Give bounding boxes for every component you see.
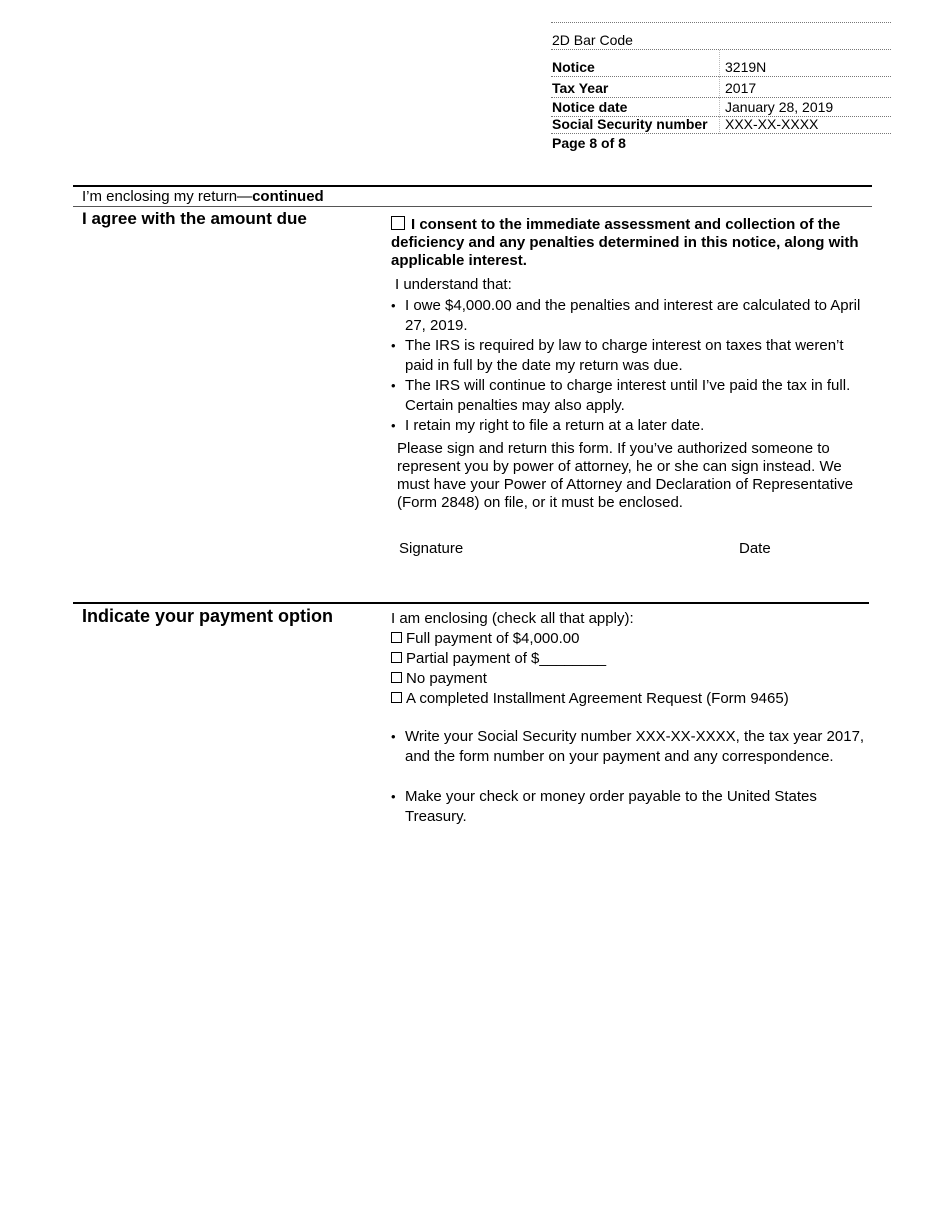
continued-divider — [73, 206, 872, 207]
checkbox[interactable] — [391, 672, 402, 683]
bullet-text: Make your check or money order payable to the United States Treasury. — [405, 788, 817, 825]
checkbox[interactable] — [391, 632, 402, 643]
date-field[interactable]: Date — [739, 540, 771, 557]
notice-label: Notice — [552, 59, 595, 75]
option-full-payment[interactable] — [391, 629, 579, 649]
bullet-icon: • — [391, 789, 396, 804]
option-partial-payment[interactable] — [391, 649, 606, 669]
barcode-label: 2D Bar Code — [552, 32, 633, 48]
notice-row — [551, 50, 891, 77]
consent-checkbox-text[interactable] — [391, 216, 866, 270]
top-divider — [73, 185, 872, 187]
option-label: Full payment of $4,000.00 — [406, 630, 580, 647]
option-label: A completed Installment Agreement Request (Form 9465) — [406, 690, 789, 707]
payment-intro: I am enclosing (check all that apply): — [391, 610, 634, 627]
bullet-text: Write your Social Security number XXX-XX-XXXX, the tax year 2017, and the form number on your payment and any correspondence. — [405, 728, 865, 765]
notice-value: 3219N — [725, 59, 767, 75]
bullet-text: The IRS will continue to charge interest until I’ve paid the tax in full. Certain penalties may also apply. — [405, 377, 851, 414]
sign-instructions: Please sign and return this form. If you’ve authorized someone to represent you by power of attorney, he or she can sign instead. We must have your Power of Attorney and Declaration of Representative (Form 2848) on file, or it must be enclosed. — [397, 440, 854, 511]
tax-year-value: 2017 — [725, 80, 757, 96]
tax-year-row — [551, 77, 891, 98]
bullet-text: I owe $4,000.00 and the penalties and interest are calculated to April 27, 2019. — [405, 297, 861, 334]
option-installment-agreement[interactable] — [391, 689, 789, 709]
notice-date-label: Notice date — [552, 99, 628, 115]
barcode-row — [551, 23, 891, 50]
consent-checkbox[interactable] — [391, 216, 405, 230]
list-item — [391, 336, 866, 376]
checkbox[interactable] — [391, 652, 402, 663]
consent-text: I consent to the immediate assessment and collection of the deficiency and any penalties determined in this notice, along with applicable interest. — [391, 216, 859, 269]
payment-title: Indicate your payment option — [82, 606, 334, 626]
option-no-payment[interactable] — [391, 669, 487, 689]
bullet-text: I retain my right to file a return at a later date. — [405, 417, 705, 434]
bullet-icon: • — [391, 729, 396, 744]
understand-label: I understand that: — [395, 276, 512, 293]
checkbox[interactable] — [391, 692, 402, 703]
option-label: Partial payment of $________ — [406, 650, 607, 667]
page-number: Page 8 of 8 — [552, 135, 626, 151]
agree-title: I agree with the amount due — [82, 209, 307, 228]
notice-date-row — [551, 98, 891, 117]
option-label: No payment — [406, 670, 487, 687]
tax-year-label: Tax Year — [552, 80, 609, 96]
bullet-icon: • — [391, 418, 396, 433]
list-item — [391, 787, 866, 827]
ssn-label: Social Security number — [552, 116, 708, 132]
continued-heading — [82, 188, 324, 205]
list-item — [391, 376, 866, 416]
list-item — [391, 296, 866, 336]
bullet-icon: • — [391, 378, 396, 393]
list-item — [391, 727, 866, 787]
continued-prefix: I’m enclosing my return— — [82, 188, 253, 205]
continued-bold: continued — [252, 188, 324, 205]
bullet-text: The IRS is required by law to charge interest on taxes that weren’t paid in full by the date my return was due. — [405, 337, 844, 374]
signature-field[interactable]: Signature — [399, 540, 464, 557]
payment-divider — [73, 602, 869, 604]
bullet-icon: • — [391, 338, 396, 353]
ssn-row — [551, 117, 891, 134]
notice-date-value: January 28, 2019 — [725, 99, 834, 115]
list-item — [391, 416, 866, 436]
ssn-value: XXX-XX-XXXX — [725, 116, 819, 132]
bullet-icon: • — [391, 298, 396, 313]
